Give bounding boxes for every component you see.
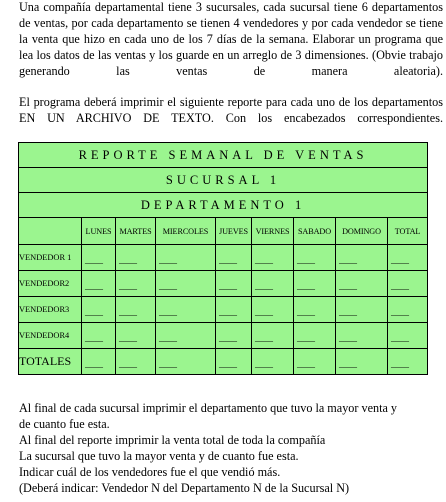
blank-value: ____ xyxy=(85,307,103,317)
blank-value: ____ xyxy=(159,255,177,265)
value-cell xyxy=(116,245,156,271)
blank-value: ____ xyxy=(339,333,357,343)
value-cell xyxy=(336,271,388,297)
value-cell xyxy=(216,349,252,375)
value-cell xyxy=(388,323,428,349)
value-cell xyxy=(82,297,116,323)
footer-line: La sucursal que tuvo la mayor venta y de cuanto fue esta. xyxy=(19,448,299,463)
blank-value: ____ xyxy=(339,359,357,369)
blank-value: ____ xyxy=(85,281,103,291)
value-cell xyxy=(388,271,428,297)
value-cell xyxy=(294,349,336,375)
branch-title: SUCURSAL 1 xyxy=(19,168,428,193)
blank-value: ____ xyxy=(339,307,357,317)
blank-value: ____ xyxy=(85,255,103,265)
blank-value: ____ xyxy=(219,281,237,291)
blank-value: ____ xyxy=(85,359,103,369)
value-cell xyxy=(156,297,216,323)
value-cell xyxy=(252,323,294,349)
footer-text xyxy=(19,401,443,496)
row-label-vendedor-1: VENDEDOR 1 xyxy=(19,245,82,271)
blank-value: ____ xyxy=(119,333,137,343)
column-header-miercoles: MIERCOLES xyxy=(156,218,216,245)
intro-paragraph-2: El programa deberá imprimir el siguiente reporte para cada uno de los departamentos EN UN ARCHIVO DE TEXTO. Con los encabezados correspondientes. xyxy=(19,95,443,125)
row-label-vendedor-3: VENDEDOR3 xyxy=(19,297,82,323)
blank-value: ____ xyxy=(159,307,177,317)
blank-value: ____ xyxy=(159,281,177,291)
value-cell xyxy=(156,271,216,297)
column-header-jueves: JUEVES xyxy=(216,218,252,245)
blank-value: ____ xyxy=(219,333,237,343)
value-cell xyxy=(82,271,116,297)
table-row xyxy=(19,297,428,323)
blank-value: ____ xyxy=(85,333,103,343)
blank-value: ____ xyxy=(255,333,273,343)
blank-value: ____ xyxy=(159,333,177,343)
value-cell xyxy=(294,245,336,271)
value-cell xyxy=(116,271,156,297)
value-cell xyxy=(156,245,216,271)
value-cell xyxy=(82,323,116,349)
blank-value: ____ xyxy=(339,255,357,265)
column-header-martes: MARTES xyxy=(116,218,156,245)
value-cell xyxy=(216,271,252,297)
row-label-totales: TOTALES xyxy=(19,349,82,375)
value-cell xyxy=(216,245,252,271)
blank-value: ____ xyxy=(255,359,273,369)
blank-value: ____ xyxy=(391,333,409,343)
blank-value: ____ xyxy=(297,281,315,291)
table-row xyxy=(19,349,428,375)
corner-cell xyxy=(19,218,82,245)
value-cell xyxy=(294,271,336,297)
footer-line: de cuanto fue esta. xyxy=(19,416,110,431)
value-cell xyxy=(216,297,252,323)
intro-paragraph-1: Una compañía departamental tiene 3 sucursales, cada sucursal tiene 6 departamentos de ventas, por cada departamento se tienen 4 vendedores y por cada vendedor se tiene la venta que hizo en cada uno de los 7 días de la semana. Elaborar un programa que lea los datos de las ventas y los guarde en un arreglo de 3 dimensiones. (Obvie trabajo generando las ventas de manera aleatoria). xyxy=(19,0,443,78)
table-row xyxy=(19,323,428,349)
value-cell xyxy=(294,323,336,349)
value-cell xyxy=(336,323,388,349)
value-cell xyxy=(336,245,388,271)
row-label-vendedor-4: VENDEDOR4 xyxy=(19,323,82,349)
blank-value: ____ xyxy=(219,307,237,317)
footer-line: Indicar cuál de los vendedores fue el que vendió más. xyxy=(19,464,281,479)
blank-value: ____ xyxy=(119,255,137,265)
blank-value: ____ xyxy=(339,281,357,291)
blank-value: ____ xyxy=(391,255,409,265)
value-cell xyxy=(116,323,156,349)
blank-value: ____ xyxy=(255,307,273,317)
blank-value: ____ xyxy=(297,255,315,265)
value-cell xyxy=(336,297,388,323)
value-cell xyxy=(252,271,294,297)
blank-value: ____ xyxy=(391,359,409,369)
row-label-vendedor-2: VENDEDOR2 xyxy=(19,271,82,297)
blank-value: ____ xyxy=(391,281,409,291)
value-cell xyxy=(336,349,388,375)
report-title: REPORTE SEMANAL DE VENTAS xyxy=(19,143,428,168)
footer-line: Al final del reporte imprimir la venta total de toda la compañía xyxy=(19,432,326,447)
blank-value: ____ xyxy=(119,307,137,317)
column-header-viernes: VIERNES xyxy=(252,218,294,245)
value-cell xyxy=(252,297,294,323)
value-cell xyxy=(156,323,216,349)
blank-value: ____ xyxy=(391,307,409,317)
value-cell xyxy=(252,349,294,375)
value-cell xyxy=(82,245,116,271)
blank-value: ____ xyxy=(159,359,177,369)
department-title: DEPARTAMENTO 1 xyxy=(19,193,428,218)
report-table xyxy=(18,142,428,375)
column-header-domingo: DOMINGO xyxy=(336,218,388,245)
value-cell xyxy=(116,349,156,375)
column-header-lunes: LUNES xyxy=(82,218,116,245)
footer-line: Al final de cada sucursal imprimir el departamento que tuvo la mayor venta y xyxy=(19,401,398,415)
value-cell xyxy=(388,349,428,375)
blank-value: ____ xyxy=(297,307,315,317)
blank-value: ____ xyxy=(297,359,315,369)
column-header-total: TOTAL xyxy=(388,218,428,245)
blank-value: ____ xyxy=(297,333,315,343)
blank-value: ____ xyxy=(119,281,137,291)
blank-value: ____ xyxy=(255,281,273,291)
value-cell xyxy=(82,349,116,375)
table-row xyxy=(19,271,428,297)
footer-line: (Deberá indicar: Vendedor N del Departamento N de la Sucursal N) xyxy=(19,480,350,495)
value-cell xyxy=(294,297,336,323)
value-cell xyxy=(252,245,294,271)
blank-value: ____ xyxy=(119,359,137,369)
value-cell xyxy=(388,245,428,271)
table-row xyxy=(19,245,428,271)
value-cell xyxy=(116,297,156,323)
blank-value: ____ xyxy=(219,359,237,369)
value-cell xyxy=(216,323,252,349)
value-cell xyxy=(156,349,216,375)
value-cell xyxy=(388,297,428,323)
blank-value: ____ xyxy=(255,255,273,265)
column-header-sabado: SABADO xyxy=(294,218,336,245)
blank-value: ____ xyxy=(219,255,237,265)
